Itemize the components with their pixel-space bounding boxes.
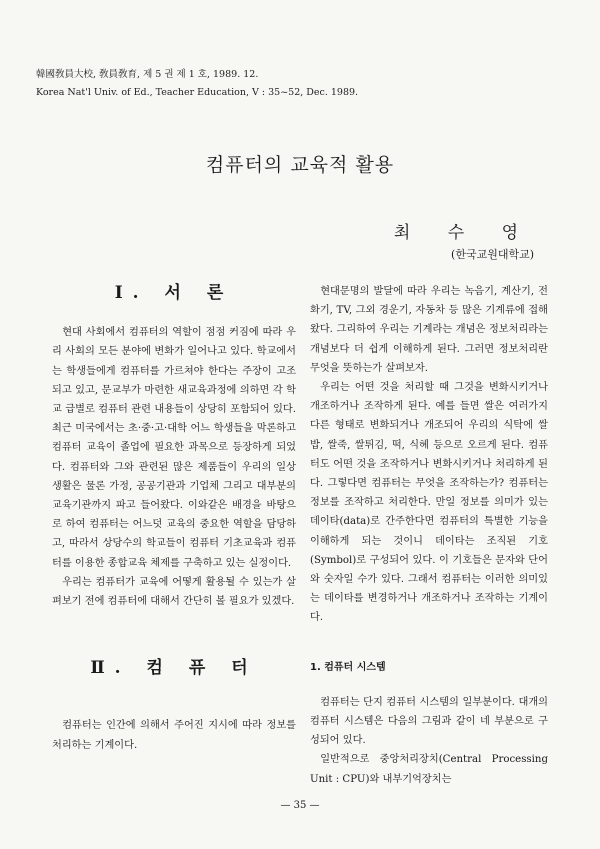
journal-header-english: Korea Nat'l Univ. of Ed., Teacher Education, V : 35~52, Dec. 1989. <box>36 87 359 98</box>
intro-paragraph-1: 현대 사회에서 컴퓨터의 역할이 점점 커짐에 따라 우리 사회의 모든 분야에 변화가 일어나고 있다. 학교에서는 학생들에게 컴퓨터를 가르쳐야 한다는 주장이 고조되고 있고, 문교부가 마련한 새교육과정에 의하면 각 학교 급별로 컴퓨터 관련 내용들이 상당히 포함되어 있다. 최근 미국에서는 초·중·고·대학 어느 학생들을 막론하고 컴퓨터 교육이 졸업에 필요한 과목으로 등장하게 되었다. 컴퓨터와 그와 관련된 많은 제품들이 우리의 일상 생활은 물론 가정, 공공기관과 기업체 그리고 대부분의 교육기관까지 파고 들어왔다. 이와같은 배경을 바탕으로 하여 컴퓨터는 어느덧 교육의 중요한 역할을 담당하고, 따라서 상당수의 학교들이 컴퓨터 기초교육과 컴퓨터를 이용한 종합교육 체제를 구축하고 있는 실정이다. <box>52 327 296 569</box>
subsection-heading-computer-system: 1. 컴퓨터 시스템 <box>310 661 386 673</box>
paper-title: 컴퓨터의 교육적 활용 <box>205 154 395 176</box>
journal-header-korean: 韓國敎員大校, 敎員敎育, 제 5 권 제 1 호, 1989. 12. <box>36 69 259 80</box>
system-paragraph-2: 일반적으로 중앙처리장치(Central Processing Unit : CPU)와 내부기억장치는 <box>310 754 548 785</box>
intro-paragraph-2: 우리는 컴퓨터가 교육에 어떻게 활용될 수 있는가 살펴보기 전에 컴퓨터에 대해서 간단히 볼 필요가 있겠다. <box>52 576 296 608</box>
author-name: 최 수 영 <box>393 223 534 243</box>
author-affiliation: (한국교원대학교) <box>451 248 534 261</box>
page-number: — 35 — <box>280 800 320 811</box>
section-heading-introduction: Ⅰ. 서 론 <box>114 283 234 303</box>
right-column <box>310 282 548 789</box>
journal-header <box>36 66 358 102</box>
right-paragraph-1: 현대문명의 발달에 따라 우리는 녹음기, 계산기, 전화기, TV, 그외 경운기, 자동차 등 많은 기계류에 접해왔다. 그리하여 우리는 기계라는 개념은 정보처리라는 개념보다 더 쉽게 이해하게 된다. 그러면 정보처리란 무엇을 뜻하는가 살펴보자. <box>310 286 548 374</box>
right-paragraph-2: 우리는 어떤 것을 처리할 때 그것을 변화시키거나 개조하거나 조작하게 된다. 예를 들면 쌀은 여러가지 다른 형태로 변화되거나 개조되어 우리의 식탁에 쌀밥, 쌀죽, 쌀튀김, 떡, 식혜 등으로 오르게 된다. 컴퓨터도 어떤 것을 조작하거나 변화시키거나 처리하게 된다. 그렇다면 컴퓨터는 무엇을 조작하는가? 컴퓨터는 정보를 조작하고 처리한다. 만일 정보를 의미가 있는 데이타(data)로 간주한다면 컴퓨터의 특별한 기능을 이해하게 되는 것이니 데이타는 조직된 기호(Symbol)로 구성되어 있다. 이 기호들은 문자와 단어와 숫자일 수가 있다. 그래서 컴퓨터는 이러한 의미있는 데이타를 변경하거나 개조하거나 조작하는 기계이다. <box>310 382 548 624</box>
system-paragraph-1: 컴퓨터는 단지 컴퓨터 시스템의 일부분이다. 대개의 컴퓨터 시스템은 다음의 그림과 같이 네 부분으로 구성되어 있다. <box>310 696 548 747</box>
computer-paragraph-1: 컴퓨터는 인간에 의해서 주어진 지시에 따라 정보를 처리하는 기계이다. <box>52 720 296 751</box>
left-column <box>52 282 296 755</box>
section-heading-computer: Ⅱ. 컴 퓨 터 <box>90 658 258 679</box>
